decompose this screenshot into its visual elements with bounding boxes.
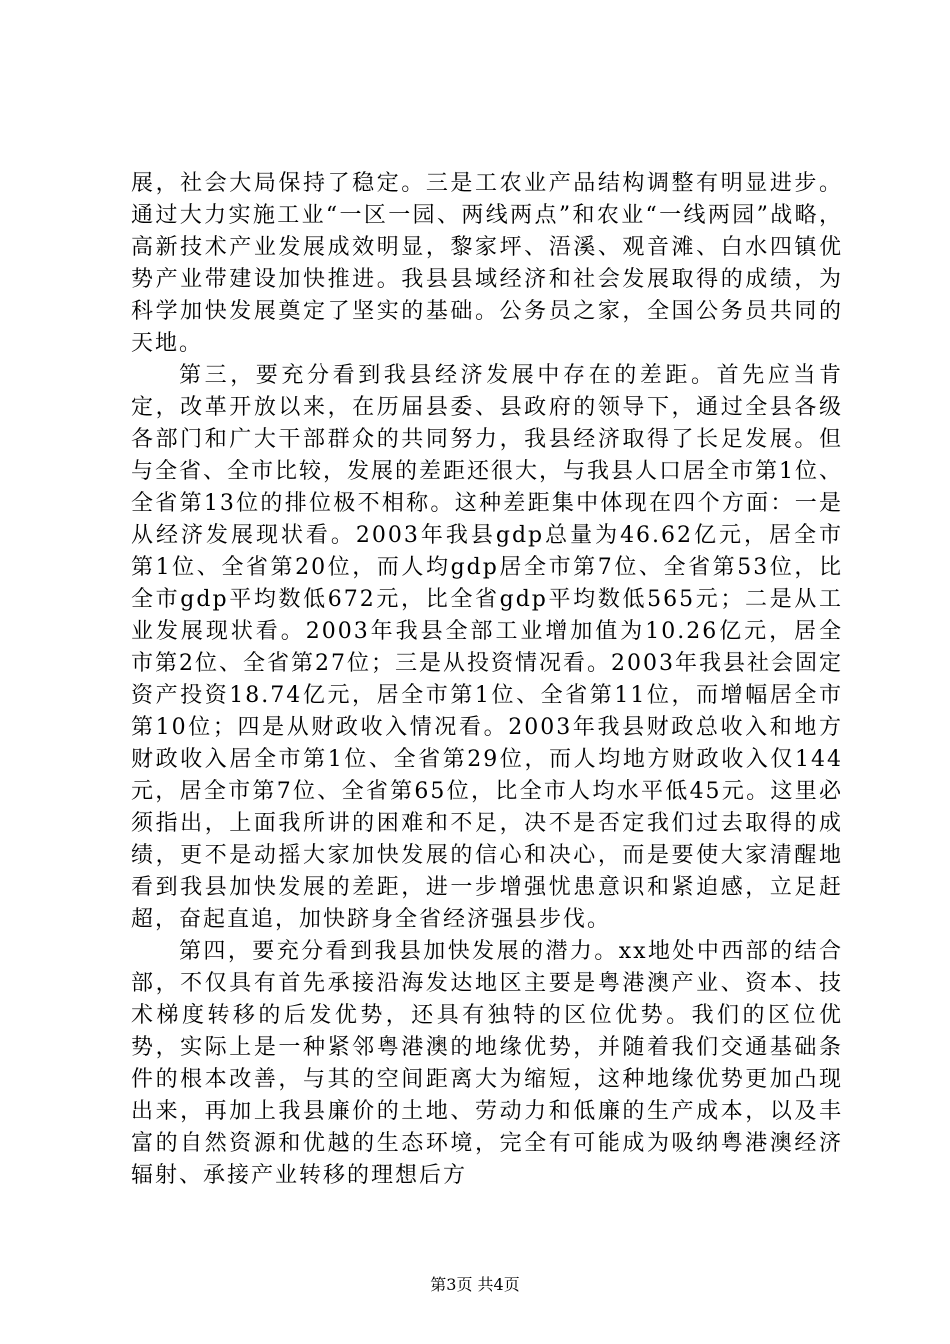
paragraph-continuation: 展，社会大局保持了稳定。三是工农业产品结构调整有明显进步。通过大力实施工业“一区一园、两线两点”和农业“一线两园”战略，高新技术产业发展成效明显，黎家坪、浯溪、观音滩、白水四镇优势产业带建设加快推进。我县县域经济和社会发展取得的成绩，为科学加快发展奠定了坚实的基础。公务员之家，全国公务员共同的天地。	[131, 171, 843, 356]
page-footer: 第3页 共4页	[430, 1275, 520, 1294]
document-body	[131, 168, 843, 1192]
paragraph-fourth-point: 第四，要充分看到我县加快发展的潜力。xx地处中西部的结合部，不仅具有首先承接沿海发达地区主要是粤港澳产业、资本、技术梯度转移的后发优势，还具有独特的区位优势。我们的区位优势，实际上是一种紧邻粤港澳的地缘优势，并随着我们交通基础条件的根本改善，与其的空间距离大为缩短，这种地缘优势更加凸现出来，再加上我县廉价的土地、劳动力和低廉的生产成本，以及丰富的自然资源和优越的生态环境，完全有可能成为吸纳粤港澳经济辐射、承接产业转移的理想后方	[131, 939, 843, 1188]
paragraph-third-point: 第三，要充分看到我县经济发展中存在的差距。首先应当肯定，改革开放以来，在历届县委、县政府的领导下，通过全县各级各部门和广大干部群众的共同努力，我县经济取得了长足发展。但与全省、全市比较，发展的差距还很大，与我县人口居全市第1位、全省第13位的排位极不相称。这种差距集中体现在四个方面：一是从经济发展现状看。2003年我县gdp总量为46.62亿元，居全市第1位、全省第20位，而人均gdp居全市第7位、全省第53位，比全市gdp平均数低672元，比全省gdp平均数低565元；二是从工业发展现状看。2003年我县全部工业增加值为10.26亿元，居全市第2位、全省第27位；三是从投资情况看。2003年我县社会固定资产投资18.74亿元，居全市第1位、全省第11位，而增幅居全市第10位；四是从财政收入情况看。2003年我县财政总收入和地方财政收入居全市第1位、全省第29位，而人均地方财政收入仅144元，居全市第7位、全省第65位，比全市人均水平低45元。这里必须指出，上面我所讲的困难和不足，决不是否定我们过去取得的成绩，更不是动摇大家加快发展的信心和决心，而是要使大家清醒地看到我县加快发展的差距，进一步增强忧患意识和紧迫感，立足赶超，奋起直追，加快跻身全省经济强县步伐。	[131, 363, 843, 932]
